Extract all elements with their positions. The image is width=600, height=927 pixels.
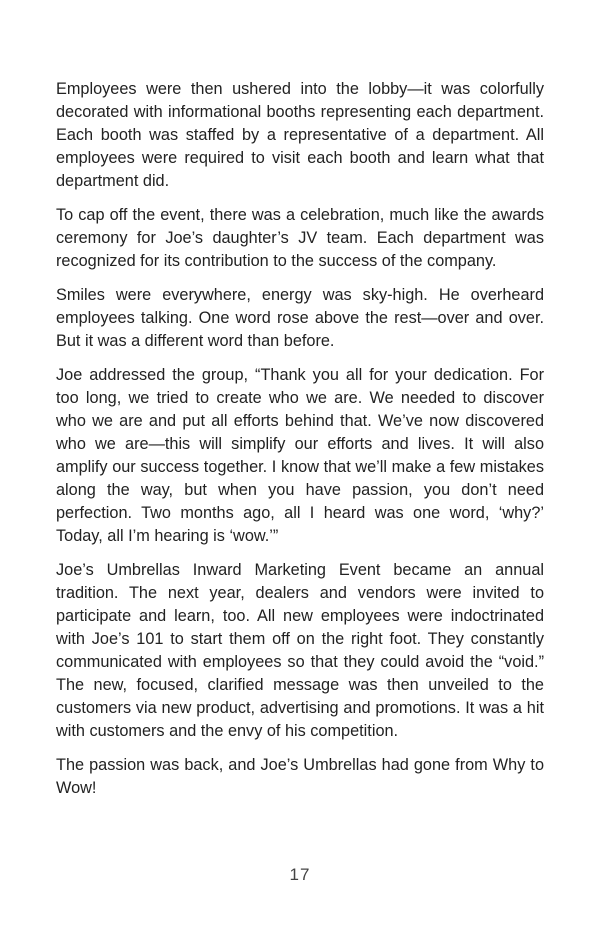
paragraph-6: The passion was back, and Joe’s Umbrellas had gone from Why to Wow!	[56, 756, 544, 797]
paragraph-1: Employees were then ushered into the lobby—it was colorfully decorated with informational booths representing each department. Each booth was staffed by a representative of a department. All employees were required to visit each booth and learn what that department did.	[56, 80, 544, 190]
page-number: 17	[289, 865, 311, 884]
paragraph-5: Joe’s Umbrellas Inward Marketing Event became an annual tradition. The next year, dealers and vendors were invited to participate and learn, too. All new employees were indoctrinated with Joe’s 101 to start them off on the right foot. They constantly communicated with employees so that they could avoid the “void.” The new, focused, clarified message was then unveiled to the customers via new product, advertising and promotions. It was a hit with customers and the envy of his competition.	[56, 561, 544, 740]
paragraph-3: Smiles were everywhere, energy was sky-high. He overheard employees talking. One word rose above the rest—over and over. But it was a different word than before.	[56, 286, 544, 350]
paragraph-2: To cap off the event, there was a celebration, much like the awards ceremony for Joe’s daughter’s JV team. Each department was recognized for its contribution to the success of the company.	[56, 206, 544, 270]
paragraph-4: Joe addressed the group, “Thank you all for your dedication. For too long, we tried to create who we are. We needed to discover who we are and put all efforts behind that. We’ve now discovered who we are—this will simplify our efforts and lives. It will also amplify our success together. I know that we’ll make a few mistakes along the way, but when you have passion, you don’t need perfection. Two months ago, all I heard was one word, ‘why?’ Today, all I’m hearing is ‘wow.’”	[56, 366, 544, 545]
body-text	[56, 78, 544, 811]
